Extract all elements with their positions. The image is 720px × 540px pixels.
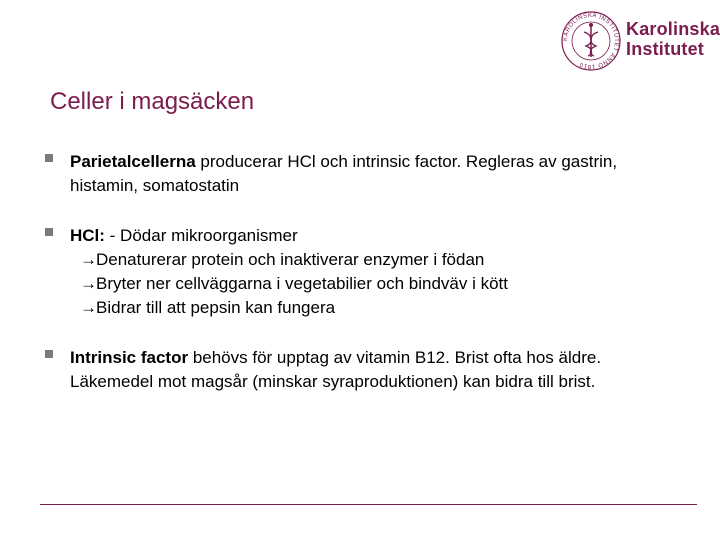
sub-item: →Denaturerar protein och inaktiverar enzymer i födan	[70, 248, 685, 272]
bullet-marker	[45, 228, 53, 236]
bullet-hcl	[45, 224, 685, 320]
svg-text:KAROLINSKA INSTITUTET ANNO 181: KAROLINSKA INSTITUTET ANNO 1810	[562, 12, 620, 70]
bullet-text: producerar HCl och intrinsic factor. Regleras av gastrin, histamin, somatostatin	[70, 152, 618, 195]
bullet-bold: Parietalcellerna	[70, 152, 196, 171]
sub-item: →Bryter ner cellväggarna i vegetabilier och bindväv i kött	[70, 272, 685, 296]
bullet-text: behövs för upptag av vitamin B12. Brist ofta hos äldre. Läkemedel mot magsår (minskar syraproduktionen) kan bidra till brist.	[70, 348, 602, 391]
sub-item: →Bidrar till att pepsin kan fungera	[70, 296, 685, 320]
logo-line-1: Karolinska	[626, 19, 720, 39]
arrow-right-icon: →	[80, 298, 97, 317]
footer-divider	[40, 504, 697, 505]
bullet-marker	[45, 350, 53, 358]
seal-icon	[560, 10, 622, 72]
logo-line-2: Institutet	[626, 39, 704, 59]
bullet-list	[45, 150, 685, 394]
karolinska-logo	[560, 10, 720, 72]
bullet-text: - Dödar mikroorganismer	[104, 226, 298, 245]
arrow-right-icon: →	[80, 274, 97, 293]
slide-title: Celler i magsäcken	[50, 88, 255, 115]
logo-wordmark	[626, 19, 720, 59]
bullet-intrinsic-factor	[45, 346, 685, 394]
bullet-bold: Intrinsic factor	[70, 348, 189, 367]
bullet-marker	[45, 154, 53, 162]
bullet-bold: HCl:	[70, 226, 105, 245]
bullet-parietalceller	[45, 150, 685, 198]
arrow-right-icon: →	[80, 250, 97, 269]
